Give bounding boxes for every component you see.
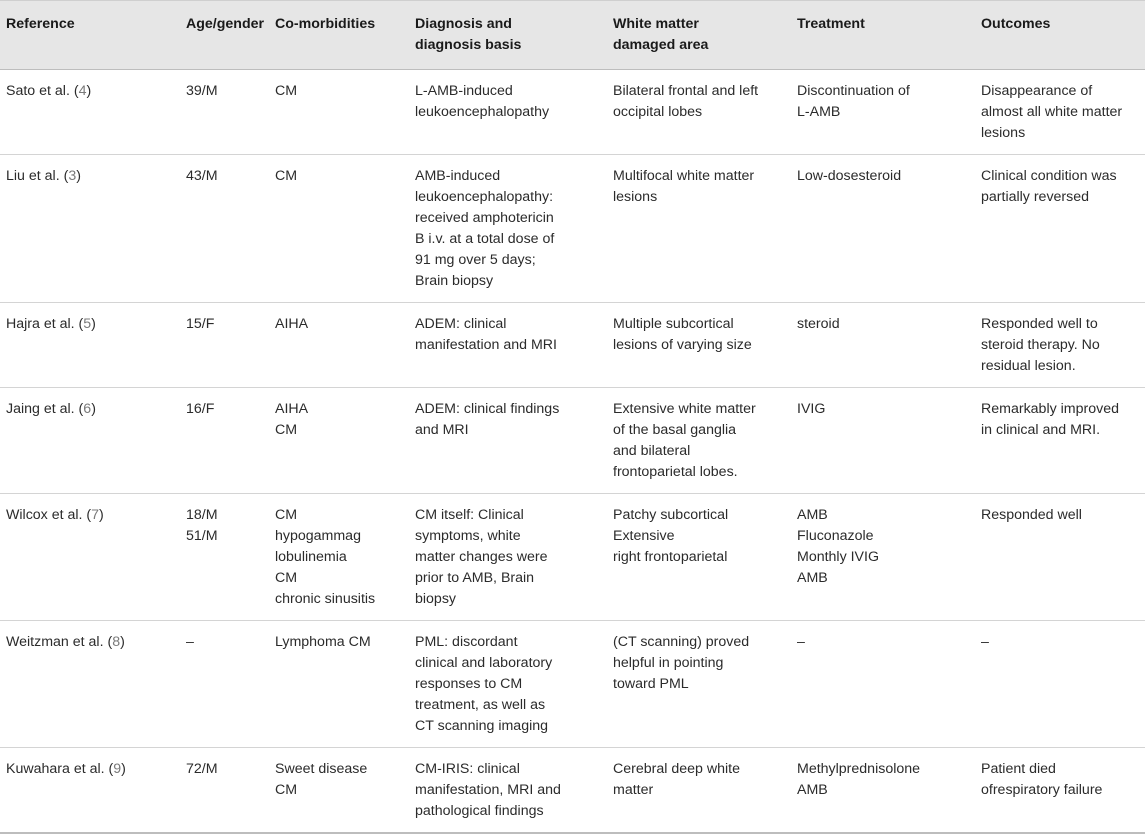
header-white-matter-area: White matter damaged area (613, 16, 709, 53)
reference-link[interactable]: 9 (113, 761, 122, 777)
cell-reference: Sato et al. (4) (6, 83, 92, 99)
cell-outcomes: Disappearance of almost all white matter lesions (981, 83, 1123, 141)
cell-area: Cerebral deep white matter (613, 761, 740, 798)
cell-outcomes: Remarkably improved in clinical and MRI. (981, 401, 1119, 438)
cell-reference: Weitzman et al. (8) (6, 634, 125, 650)
cell-treatment: – (797, 634, 805, 650)
cell-treatment: steroid (797, 316, 840, 332)
table-row (0, 155, 1145, 303)
header-diagnosis: Diagnosis and diagnosis basis (415, 16, 522, 53)
header-outcomes: Outcomes (981, 16, 1051, 32)
header-age-gender: Age/gender (186, 16, 265, 32)
cell-age-gender: 39/M (186, 83, 218, 99)
cell-age-gender: 15/F (186, 316, 215, 332)
cell-comorbidities: AIHA CM (275, 401, 309, 438)
cell-comorbidities: Sweet disease CM (275, 761, 368, 798)
cell-comorbidities: CM hypogammag lobulinemia CM chronic sinusitis (275, 507, 376, 607)
reference-link[interactable]: 4 (78, 83, 87, 99)
cell-reference: Hajra et al. (5) (6, 316, 96, 332)
cell-reference: Liu et al. (3) (6, 168, 81, 184)
cell-outcomes: Clinical condition was partially reversed (981, 168, 1117, 205)
cell-diagnosis: ADEM: clinical manifestation and MRI (415, 316, 557, 353)
reference-link[interactable]: 7 (91, 507, 100, 523)
cell-diagnosis: PML: discordant clinical and laboratory responses to CM treatment, as well as CT scanning imaging (415, 634, 553, 734)
header-treatment: Treatment (797, 16, 865, 32)
reference-link[interactable]: 5 (83, 316, 92, 332)
cell-age-gender: 72/M (186, 761, 218, 777)
reference-link[interactable]: 6 (83, 401, 92, 417)
cell-age-gender: 18/M 51/M (186, 507, 218, 544)
cell-reference: Kuwahara et al. (9) (6, 761, 126, 777)
cell-comorbidities: AIHA (275, 316, 309, 332)
cell-diagnosis: CM-IRIS: clinical manifestation, MRI and pathological findings (415, 761, 561, 819)
reference-link[interactable]: 8 (112, 634, 121, 650)
cell-outcomes: Patient died ofrespiratory failure (981, 761, 1103, 798)
cell-comorbidities: CM (275, 168, 298, 184)
cell-area: Multiple subcortical lesions of varying size (613, 316, 752, 353)
reference-link[interactable]: 3 (68, 168, 77, 184)
cell-outcomes: Responded well to steroid therapy. No residual lesion. (981, 316, 1100, 374)
cell-treatment: Discontinuation of L-AMB (797, 83, 910, 120)
cell-diagnosis: L-AMB-induced leukoencephalopathy (415, 83, 550, 120)
table-header-row (0, 1, 1145, 70)
table-row (0, 748, 1145, 834)
cell-treatment: IVIG (797, 401, 826, 417)
cell-treatment: AMB Fluconazole Monthly IVIG AMB (797, 507, 880, 586)
cell-area: Patchy subcortical Extensive right frontoparietal (613, 507, 729, 565)
table-row (0, 303, 1145, 388)
cell-diagnosis: CM itself: Clinical symptoms, white matter changes were prior to AMB, Brain biopsy (415, 507, 548, 607)
cell-area: (CT scanning) proved helpful in pointing toward PML (613, 634, 750, 692)
header-reference: Reference (6, 16, 75, 32)
cell-area: Extensive white matter of the basal ganglia and bilateral frontoparietal lobes. (613, 401, 756, 480)
table-row (0, 621, 1145, 748)
table-row (0, 388, 1145, 494)
cell-outcomes: Responded well (981, 507, 1082, 523)
cell-reference: Wilcox et al. (7) (6, 507, 104, 523)
cell-comorbidities: CM (275, 83, 298, 99)
table-row (0, 70, 1145, 155)
cell-treatment: Low-dosesteroid (797, 168, 902, 184)
cell-reference: Jaing et al. (6) (6, 401, 96, 417)
cell-diagnosis: AMB-induced leukoencephalopathy: received amphotericin B i.v. at a total dose of 91 mg over 5 days; Brain biopsy (415, 168, 555, 289)
cell-area: Multifocal white matter lesions (613, 168, 755, 205)
table-row (0, 494, 1145, 621)
header-comorbidities: Co-morbidities (275, 16, 376, 32)
cell-diagnosis: ADEM: clinical findings and MRI (415, 401, 560, 438)
cell-age-gender: – (186, 634, 194, 650)
cell-age-gender: 43/M (186, 168, 218, 184)
cell-outcomes: – (981, 634, 989, 650)
cell-area: Bilateral frontal and left occipital lobes (613, 83, 759, 120)
cell-treatment: Methylprednisolone AMB (797, 761, 921, 798)
cell-age-gender: 16/F (186, 401, 215, 417)
cell-comorbidities: Lymphoma CM (275, 634, 371, 650)
